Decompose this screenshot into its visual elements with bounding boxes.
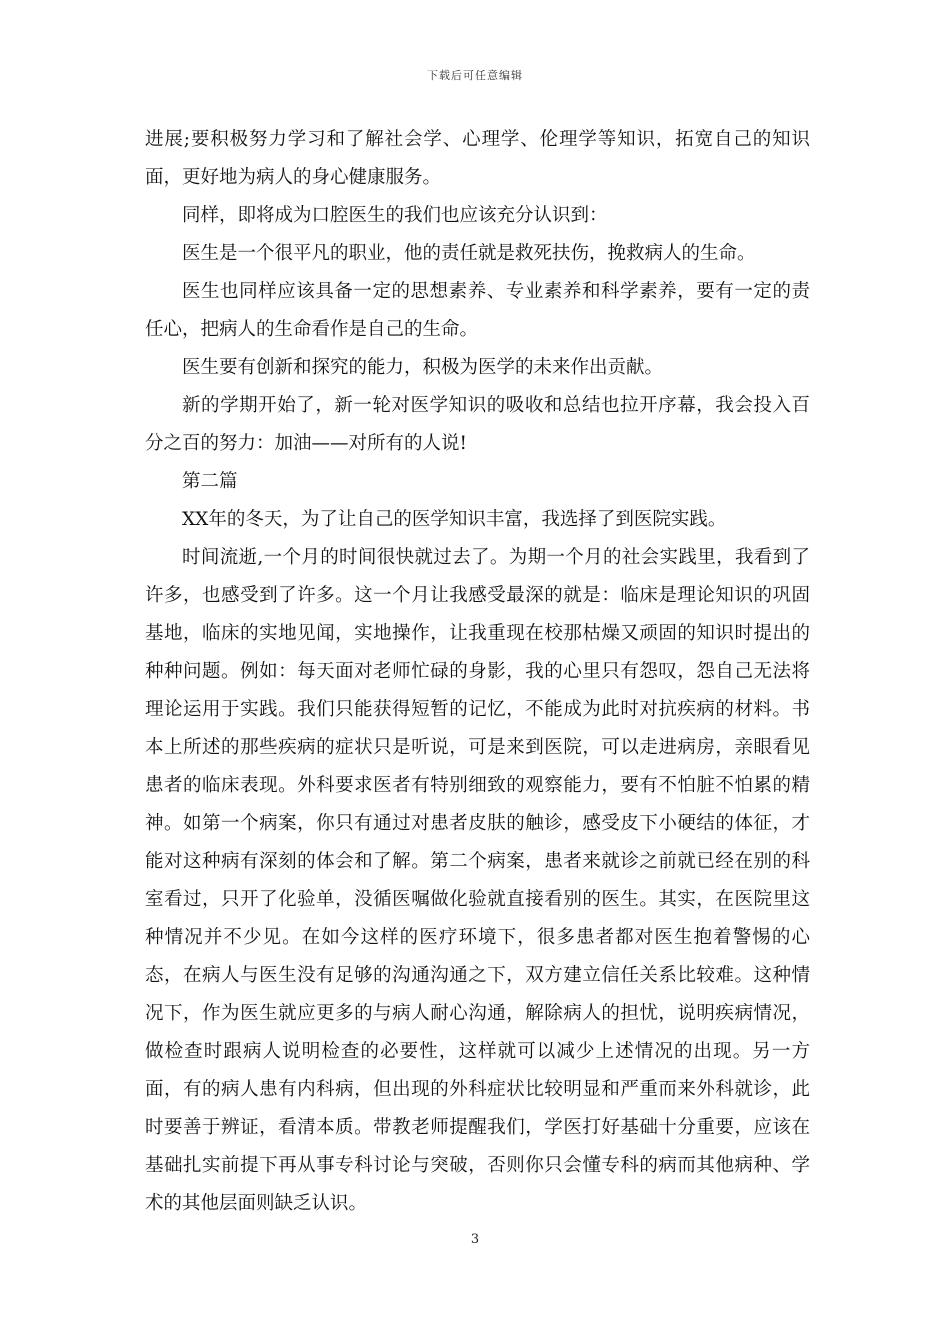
paragraph: 医生要有创新和探究的能力，积极为医学的未来作出贡献。 xyxy=(182,357,664,378)
paragraph: 同样，即将成为口腔医生的我们也应该充分认识到： xyxy=(182,205,608,226)
paragraph: XX年的冬天，为了让自己的医学知识丰富，我选择了到医院实践。 xyxy=(182,509,727,530)
paragraph-continuation: 进展;要积极努力学习和了解社会学、心理学、伦理学等知识，拓宽自己的知识面，更好地为病人的身心健康服务。 xyxy=(145,129,810,188)
page-header: 下载后可任意编辑 xyxy=(427,69,523,82)
paragraph: 医生也同样应该具备一定的思想素养、专业素养和科学素养，要有一定的责任心，把病人的生命看作是自己的生命。 xyxy=(145,281,810,340)
document-body xyxy=(145,121,810,1223)
section-heading: 第二篇 xyxy=(182,471,238,492)
paragraph: 时间流逝,一个月的时间很快就过去了。为期一个月的社会实践里，我看到了许多，也感受到了许多。这一个月让我感受最深的就是：临床是理论知识的巩固基地，临床的实地见闻，实地操作，让我重现在校那枯燥又顽固的知识时提出的种种问题。例如：每天面对老师忙碌的身影，我的心里只有怨叹，怨自己无法将理论运用于实践。我们只能获得短暂的记忆，不能成为此时对抗疾病的材料。书本上所述的那些疾病的症状只是听说，可是来到医院，可以走进病房，亲眼看见患者的临床表现。外科要求医者有特别细致的观察能力，要有不怕脏不怕累的精神。如第一个病案，你只有通过对患者皮肤的触诊，感受皮下小硬结的体征，才能对这种病有深刻的体会和了解。第二个病案，患者来就诊之前就已经在别的科室看过，只开了化验单，没循医嘱做化验就直接看别的医生。其实，在医院里这种情况并不少见。在如今这样的医疗环境下，很多患者都对医生抱着警惕的心态，在病人与医生没有足够的沟通沟通之下，双方建立信任关系比较难。这种情况下，作为医生就应更多的与病人耐心沟通，解除病人的担忧，说明疾病情况，做检查时跟病人说明检查的必要性，这样就可以减少上述情况的出现。另一方面，有的病人患有内科病，但出现的外科症状比较明显和严重而来外科就诊，此时要善于辨证，看清本质。带教老师提醒我们，学医打好基础十分重要，应该在基础扎实前提下再从事专科讨论与突破，否则你只会懂专科的病而其他病种、学术的其他层面则缺乏认识。 xyxy=(145,547,810,1214)
paragraph: 医生是一个很平凡的职业，他的责任就是救死扶伤，挽救病人的生命。 xyxy=(182,243,756,264)
page-number: 3 xyxy=(470,1232,480,1247)
paragraph: 新的学期开始了，新一轮对医学知识的吸收和总结也拉开序幕，我会投入百分之百的努力：加油——对所有的人说! xyxy=(145,395,810,454)
